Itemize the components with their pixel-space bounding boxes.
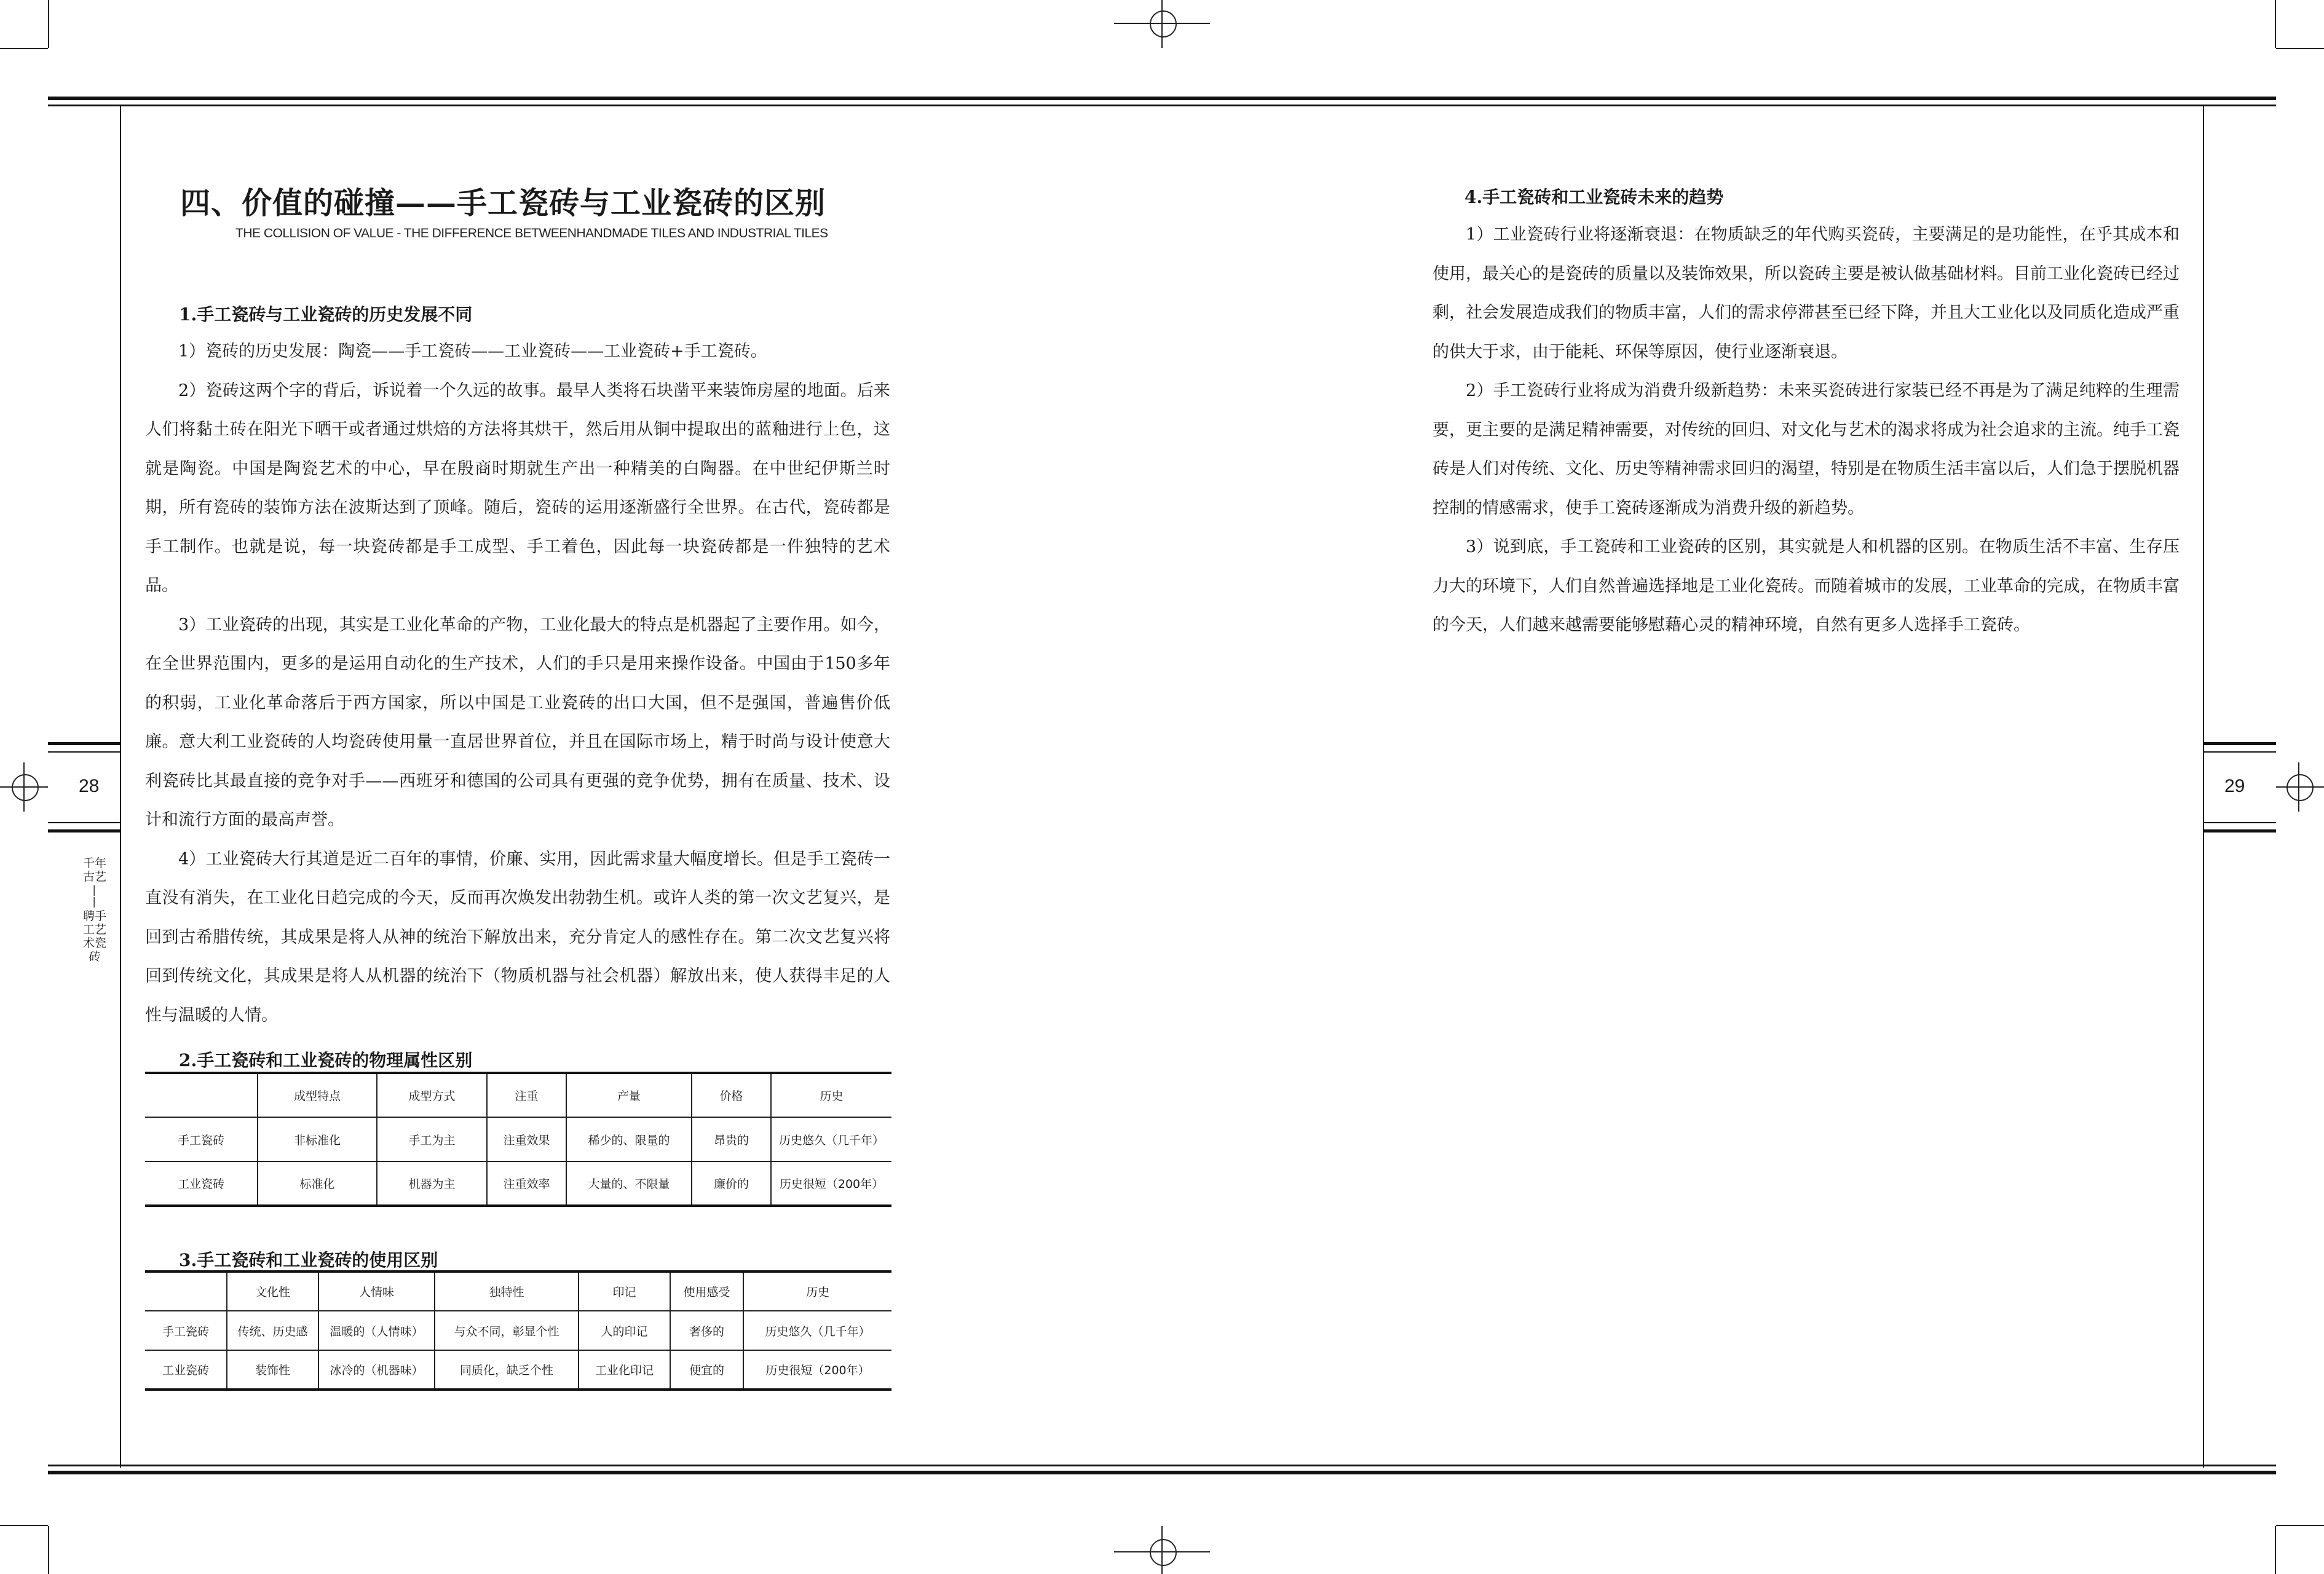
table-cell: 与众不同，彰显个性 xyxy=(435,1311,579,1350)
table-header-cell: 使用感受 xyxy=(670,1271,743,1311)
usage-differences-table xyxy=(145,1270,891,1391)
section1-body xyxy=(145,332,890,1035)
crop-mark-br-h xyxy=(2276,1525,2324,1526)
right-tab-rule-2 xyxy=(2204,751,2276,753)
table-cell: 历史悠久（几千年） xyxy=(743,1311,891,1350)
left-tab-rule-2 xyxy=(48,751,121,753)
left-tab-rule-3 xyxy=(48,822,121,823)
table-cell: 昂贵的 xyxy=(692,1117,771,1161)
registration-mark-left-v xyxy=(23,762,25,812)
table-row xyxy=(145,1117,891,1161)
registration-mark-top xyxy=(1150,10,1177,38)
registration-mark-top-v xyxy=(1161,0,1163,48)
section4-body xyxy=(1433,215,2180,645)
table-header-cell xyxy=(145,1073,258,1117)
page-number-left: 28 xyxy=(79,776,100,796)
top-rule-thin xyxy=(48,105,2276,106)
table-cell: 稀少的、限量的 xyxy=(566,1117,692,1161)
table-header-cell: 价格 xyxy=(692,1073,771,1117)
left-tab-rule-1 xyxy=(48,742,121,745)
section4-heading: 4.手工瓷砖和工业瓷砖未来的趋势 xyxy=(1464,187,1724,207)
registration-mark-right-h xyxy=(2276,786,2324,788)
table-cell: 历史很短（200年） xyxy=(771,1161,891,1206)
table-cell: 标准化 xyxy=(258,1161,377,1206)
table-cell: 工业瓷砖 xyxy=(145,1161,258,1206)
table1-title: 2.手工瓷砖和工业瓷砖的物理属性区别 xyxy=(179,1050,473,1070)
table-cell: 奢侈的 xyxy=(670,1311,743,1350)
left-tab-rule-4 xyxy=(48,829,121,832)
table-header-cell: 人情味 xyxy=(318,1271,435,1311)
table-cell: 大量的、不限量 xyxy=(566,1161,692,1206)
table-cell: 装饰性 xyxy=(227,1350,318,1390)
right-tab-rule-4 xyxy=(2204,829,2276,832)
table-header-row xyxy=(145,1271,891,1311)
table-header-cell: 历史 xyxy=(743,1271,891,1311)
section1-heading: 1.手工瓷砖与工业瓷砖的历史发展不同 xyxy=(179,304,473,325)
side-text-top: 千年古艺 xyxy=(82,856,106,884)
table-cell: 注重效率 xyxy=(487,1161,566,1206)
physical-attributes-table xyxy=(145,1072,891,1207)
table-cell: 人的印记 xyxy=(579,1311,670,1350)
table-cell: 历史悠久（几千年） xyxy=(771,1117,891,1161)
table-row xyxy=(145,1350,891,1390)
crop-mark-bl-h xyxy=(0,1525,48,1526)
table-cell: 手工瓷砖 xyxy=(145,1311,227,1350)
registration-mark-bottom xyxy=(1150,1539,1177,1566)
table-cell: 注重效果 xyxy=(487,1117,566,1161)
section1-paragraph: 2）瓷砖这两个字的背后，诉说着一个久远的故事。最早人类将石块凿平来装饰房屋的地面。后来人们将黏土砖在阳光下晒干或者通过烘焙的方法将其烘干，然后用从铜中提取出的蓝釉进行上色，这就是陶瓷。中国是陶瓷艺术的中心，早在殷商时期就生产出一种精美的白陶器。在中世纪伊斯兰时期，所有瓷砖的装饰方法在波斯达到了顶峰。随后，瓷砖的运用逐渐盛行全世界。在古代，瓷砖都是手工制作。也就是说，每一块瓷砖都是手工成型、手工着色，因此每一块瓷砖都是一件独特的艺术品。 xyxy=(145,381,890,595)
table-cell: 冰冷的（机器味） xyxy=(318,1350,435,1390)
section4-paragraph: 1）工业瓷砖行业将逐渐衰退：在物质缺乏的年代购买瓷砖，主要满足的是功能性，在乎其成本和使用，最关心的是瓷砖的质量以及装饰效果，所以瓷砖主要是被认做基础材料。目前工业化瓷砖已经过剩，社会发展造成我们的物质丰富，人们的需求停滞甚至已经下降，并且大工业化以及同质化造成严重的供大于求，由于能耗、环保等原因，使行业逐渐衰退。 xyxy=(1433,225,2180,362)
left-margin-line xyxy=(120,106,121,1468)
side-running-text xyxy=(82,856,107,963)
page-number-right: 29 xyxy=(2224,776,2245,796)
crop-mark-tr-h xyxy=(2276,48,2324,49)
table-cell: 手工瓷砖 xyxy=(145,1117,258,1161)
crop-mark-tr-v xyxy=(2275,0,2276,48)
table-cell: 同质化，缺乏个性 xyxy=(435,1350,579,1390)
right-tab-rule-3 xyxy=(2204,822,2276,823)
table-header-cell: 历史 xyxy=(771,1073,891,1117)
registration-mark-right xyxy=(2286,774,2314,801)
table2-title: 3.手工瓷砖和工业瓷砖的使用区别 xyxy=(179,1250,438,1270)
table-row xyxy=(145,1311,891,1350)
side-text-dash: —— xyxy=(88,885,101,908)
section1-paragraph: 4）工业瓷砖大行其道是近二百年的事情，价廉、实用，因此需求量大幅度增长。但是手工瓷砖一直没有消失，在工业化日趋完成的今天，反而再次焕发出勃勃生机。或许人类的第一次文艺复兴，是回到古希腊传统，其成果是将人从神的统治下解放出来，充分肯定人的感性存在。第二次文艺复兴将回到传统文化，其成果是将人从机器的统治下（物质机器与社会机器）解放出来，使人获得丰足的人性与温暖的人情。 xyxy=(145,849,890,1025)
table-header-cell: 成型特点 xyxy=(258,1073,377,1117)
right-tab-rule-1 xyxy=(2204,742,2276,745)
crop-mark-bl-v xyxy=(48,1526,49,1574)
page-subtitle: THE COLLISION OF VALUE - THE DIFFERENCE BETWEENHANDMADE TILES AND INDUSTRIAL TILES xyxy=(235,226,828,240)
registration-mark-left xyxy=(12,774,39,801)
section1-paragraph: 3）工业瓷砖的出现，其实是工业化革命的产物，工业化最大的特点是机器起了主要作用。如今，在全世界范围内，更多的是运用自动化的生产技术，人们的手只是用来操作设备。中国由于150多年的积弱，工业化革命落后于西方国家，所以中国是工业瓷砖的出口大国，但不是强国，普遍售价低廉。意大利工业瓷砖的人均瓷砖使用量一直居世界首位，并且在国际市场上，精于时尚与设计使意大利瓷砖比其最直接的竞争对手——西班牙和德国的公司具有更强的竞争优势，拥有在质量、技术、设计和流行方面的最高声誉。 xyxy=(145,615,890,829)
table-header-cell: 文化性 xyxy=(227,1271,318,1311)
table-header-row xyxy=(145,1073,891,1117)
table-header-cell: 印记 xyxy=(579,1271,670,1311)
table-header-cell: 成型方式 xyxy=(377,1073,487,1117)
crop-mark-tl-h xyxy=(0,48,48,49)
right-margin-line xyxy=(2203,106,2204,1468)
table-cell: 工业瓷砖 xyxy=(145,1350,227,1390)
table-cell: 便宜的 xyxy=(670,1350,743,1390)
table-cell: 非标准化 xyxy=(258,1117,377,1161)
page-title: 四、价值的碰撞——手工瓷砖与工业瓷砖的区别 xyxy=(180,185,826,221)
table-cell: 传统、历史感 xyxy=(227,1311,318,1350)
crop-mark-tl-v xyxy=(48,0,49,48)
table-header-cell xyxy=(145,1271,227,1311)
section4-paragraph: 3）说到底，手工瓷砖和工业瓷砖的区别，其实就是人和机器的区别。在物质生活不丰富、生存压力大的环境下，人们自然普遍选择地是工业化瓷砖。而随着城市的发展，工业革命的完成，在物质丰富的今天，人们越来越需要能够慰藉心灵的精神环境，自然有更多人选择手工瓷砖。 xyxy=(1433,537,2180,635)
table-cell: 手工为主 xyxy=(377,1117,487,1161)
registration-mark-bottom-v xyxy=(1161,1526,1163,1574)
table-header-cell: 注重 xyxy=(487,1073,566,1117)
crop-mark-br-v xyxy=(2275,1526,2276,1574)
table-cell: 机器为主 xyxy=(377,1161,487,1206)
table-row xyxy=(145,1161,891,1206)
section4-paragraph: 2）手工瓷砖行业将成为消费升级新趋势：未来买瓷砖进行家装已经不再是为了满足纯粹的生理需要，更主要的是满足精神需要，对传统的回归、对文化与艺术的渴求将成为社会追求的主流。纯手工瓷砖是人们对传统、文化、历史等精神需求回归的渴望，特别是在物质生活丰富以后，人们急于摆脱机器控制的情感需求，使手工瓷砖逐渐成为消费升级的新趋势。 xyxy=(1433,381,2180,518)
section1-paragraph: 1）瓷砖的历史发展：陶瓷——手工瓷砖——工业瓷砖——工业瓷砖+手工瓷砖。 xyxy=(178,342,767,361)
table-cell: 工业化印记 xyxy=(579,1350,670,1390)
table-header-cell: 独特性 xyxy=(435,1271,579,1311)
table-cell: 温暖的（人情味） xyxy=(318,1311,435,1350)
top-rule-thick xyxy=(48,97,2276,100)
registration-mark-right-v xyxy=(2298,762,2299,812)
bottom-rule-thin xyxy=(48,1465,2276,1466)
table-header-cell: 产量 xyxy=(566,1073,692,1117)
side-text-bottom: 聘手工艺术瓷砖 xyxy=(82,909,106,963)
table-cell: 历史很短（200年） xyxy=(743,1350,891,1390)
table-cell: 廉价的 xyxy=(692,1161,771,1206)
bottom-rule-thick xyxy=(48,1471,2276,1474)
